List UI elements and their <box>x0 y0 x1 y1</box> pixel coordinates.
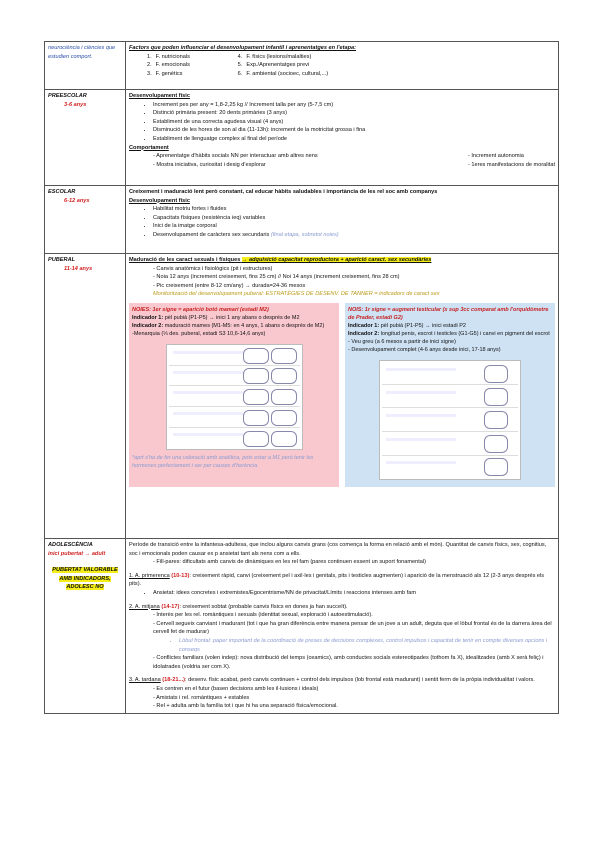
list-item: - Es centren en el futur (basen decisions amb les il·lusions i ideals) <box>153 685 555 694</box>
bullet-list <box>129 101 555 144</box>
stage-middle: 2. A. mitjana (14-17): creixement sobtat (probable canvis físics en dones ja han succeït). <box>129 603 348 610</box>
list-item: - Fill-pares: dificultats amb canvis de dinàmiques en les rel fam (pares continuen essent un suport fonamental) <box>153 558 555 567</box>
boys-box <box>345 303 555 487</box>
list-item: • Increment pes per any = 1,8-2,25 kg // Increment talla per any (5-7,5 cm) <box>153 101 555 110</box>
row-age: inici pubertat → adult <box>48 550 106 557</box>
intro-text: Període de transició entre la infantesa-adultesa, que inclou alguns canvis grans (cos comença la forma en relació amb el món). Quantitat de canvis físics, sex, cognitius, soc i emocionals poden causar ex p ansietat tant als nens com a ells. <box>129 542 547 557</box>
factor-row: 3. F. genètics 6. F. ambiental (socioec, cultural,...) <box>147 70 329 77</box>
list-item: - 1eres manifestacions de moralitat <box>468 161 555 170</box>
list-item: - Interès per les rel. romàntiques i sexuals (identitat sexual, exploració i autoestimulació). <box>153 611 555 620</box>
content-cell <box>126 539 559 714</box>
boys-ind1: Indicador 1: pèl pubià (P1-P5) → inici estadi P2 <box>348 322 466 329</box>
content-cell <box>126 254 559 539</box>
content-cell <box>126 90 559 186</box>
row-age: 3-6 anys <box>64 101 87 108</box>
girls-ind1: Indicador 1: pèl pubià (P1-P5) → inici 1 any abans o després de M2 <box>132 314 300 321</box>
row-puberal <box>45 254 559 539</box>
list-item: - Pic creixement (entre 8-12 cm/any) → durada=24-36 mesos <box>153 282 555 291</box>
intro-text: Creixement i maduració lent però constant, cal educar hàbits saludables i importància de les rel soc amb companys <box>129 189 438 195</box>
dash-list <box>444 152 555 169</box>
list-item: • Desenvolupament de caràcters sex secundaris (final etapa, sobretot noies) <box>153 231 555 240</box>
row-label: PUBERAL <box>48 257 76 263</box>
boys-voice: - Veu greu (a 6 mesos a partir de inici signe) <box>348 338 456 345</box>
label-cell <box>45 42 126 90</box>
list-item: • Establiment de una correcta agudesa visual (4 anys) <box>153 118 555 127</box>
label-cell <box>45 186 126 254</box>
factors-list <box>143 53 328 79</box>
pubertat-note: PUBERTAT VALORABLE AMB INDICADORS, ADOLESC NO <box>52 567 118 591</box>
list-item: - Mostra iniciativa, curiositat i desig d'explorar <box>153 161 444 170</box>
list-item: • Ansietat: idees concretes i extremistes/Egocentrisme/NN de privacitat/Límits i reaccions intenses amb fam <box>153 589 555 598</box>
row-factors <box>45 42 559 90</box>
stage-early: 1. A. primerenca (10-13): creixement ràpid, canvi (creixement pel i axil·les i genitals, pits i testicles augmenten) i aparició de la menstruació als 12 (2-3 anys després els pits). <box>129 572 545 588</box>
label-cell <box>45 254 126 539</box>
row-label: PREESCOLAR <box>48 93 87 99</box>
girls-box <box>129 303 339 487</box>
boys-complete: - Desenvolupament complet (4-6 anys desde inici, 17-18 anys) <box>348 346 501 353</box>
girls-ind2: Indicador 2: maduració mames (M1-M5: en 4 anys, 1 abans o després de M2) <box>132 322 325 329</box>
row-escolar <box>45 186 559 254</box>
list-item: • Habilitat motriu fortes i fluides <box>153 205 555 214</box>
list-item: • Capacitats físiques (resistència ieq) variables <box>153 214 555 223</box>
row-label: ESCOLAR <box>48 189 76 195</box>
dash-list <box>129 152 444 169</box>
list-item: • Inici de la imatge corporal <box>153 222 555 231</box>
factor-row: 1. F. nutricionals 4. F. físics (lesions/malalties) <box>147 53 312 60</box>
list-item: - Rel + adulta amb la família tot i que hi ha una separació física/emocional. <box>153 702 555 711</box>
factors-title: Factors que poden influenciar el desenvolupament infantil i aprenentatges en l'etapa: <box>129 45 356 51</box>
label-cell <box>45 539 126 714</box>
label-cell <box>45 90 126 186</box>
list-item: • Lòbul frontal: paper important de la coordinació de preses de decisions complexes, control impulsos i capacitat de tenir en compte diverses opcions i conseqs <box>179 637 555 654</box>
row-preescolar <box>45 90 559 186</box>
list-item: - Conflictes familiars (volen indep): nova distribució del temps (oxamics), amb conductes socials estereotipades (tothom fa X), idealitzades (amb X serà feliç) i idolatrades (voldria ser com X). <box>153 654 555 671</box>
dash-list <box>129 685 555 711</box>
tanner-stages-girls-image <box>166 344 303 450</box>
bullet-list <box>129 205 555 239</box>
list-item: • Establiment de llenguatge complex al final del període <box>153 135 555 144</box>
boys-title: NOIS: 1r signe = augment testicular (x sup 3cc comparat amb l'orquidòmetre de Prader, estadi G2) <box>348 306 549 321</box>
monitor-note: Monitorització del desenvolupament puberal: ESTRATÈGIES DE DESENV. DE TANNER = indicadors de caract sex <box>153 291 440 298</box>
girls-menarche: -Menarquia (⅓ des. puberal, estadi S3 10,6-14,6 anys) <box>132 330 266 337</box>
list-item: - Cervell segueix canviant i madurant (tot i que ha gran diferència entre manera pensar de un jove a un adult, deguta que el lòbul frontal és de la darrera àrea del cervell fet de madurar) <box>153 620 555 637</box>
girls-title: NOIES: 1er signe = aparició botó mamari (estadi M2) <box>132 306 269 313</box>
row-label: neurociència i ciències que estudien comport. <box>48 45 116 60</box>
row-age: 11-14 anys <box>64 265 93 272</box>
boys-ind2: Indicador 2: longitud penis, escrot i testicles (G1-G5) i canvi en pigment del escrot <box>348 330 550 337</box>
section-heading: Maduració de les caract sexuals i físiques → adquisició capacitat reproductora + aparició caract. sex secundàries <box>129 257 432 263</box>
note: (final etapa, sobretot noies) <box>270 231 339 238</box>
dash-list <box>129 611 555 637</box>
dash-list <box>129 558 555 567</box>
list-item: • Distinció primària present: 20 dents primàries (3 anys) <box>153 109 555 118</box>
dash-list <box>129 265 555 291</box>
section-heading: Desenvolupament físic <box>129 93 190 99</box>
row-label: ADOLESCÈNCIA <box>48 542 93 548</box>
list-item: - Increment autonomia <box>468 152 555 161</box>
content-cell <box>126 186 559 254</box>
highlight: → adquisició capacitat reproductora + aparició caract. sex secundàries <box>241 257 432 263</box>
row-adolescencia <box>45 539 559 714</box>
bullet-list <box>129 589 555 598</box>
tanner-boxes <box>129 303 555 487</box>
content-cell <box>126 42 559 90</box>
list-item: - Canvis anatòmics i fisiològics (pit i estructures) <box>153 265 555 274</box>
stage-late: 3. A. tardana (18-21...): desenv. físic acabat, però canvis continuen + control dels impulsos (lob frontal està madurant) i sentit ferm de la pròpia individualitat i valors. <box>129 677 535 684</box>
notes-table <box>44 41 559 714</box>
tanner-stages-boys-image <box>379 360 521 480</box>
list-item: • Disminució de les hores de son al dia (11-13h): increment de la motricitat grossa i fina <box>153 126 555 135</box>
list-item: - Amistats i rel. romàntiques + estables <box>153 694 555 703</box>
dash-list <box>129 654 555 671</box>
behaviour-columns <box>129 152 555 169</box>
list-item: - Aprenentatge d'hàbits socials NN per interactuar amb altres nens <box>153 152 444 161</box>
section-heading: Comportament <box>129 144 169 151</box>
section-heading: Desenvolupament físic <box>129 197 190 204</box>
row-age: 6-12 anys <box>64 197 90 204</box>
factor-row: 2. F. emocionals 5. Exp./Aprenentatges previ <box>147 62 310 69</box>
list-item: - Noia 12 anys (increment creixement, fins 25 cm) // Noi 14 anys (increment creixement, fins 28 cm) <box>153 273 555 282</box>
notes-page <box>44 41 559 844</box>
girls-footnote: *aprt s'ha de fer una valoració amb analítica, pots estar a M1 però tenir les hormones perfectament i ser per causes d'herència <box>132 454 314 469</box>
sub-list <box>129 637 555 654</box>
